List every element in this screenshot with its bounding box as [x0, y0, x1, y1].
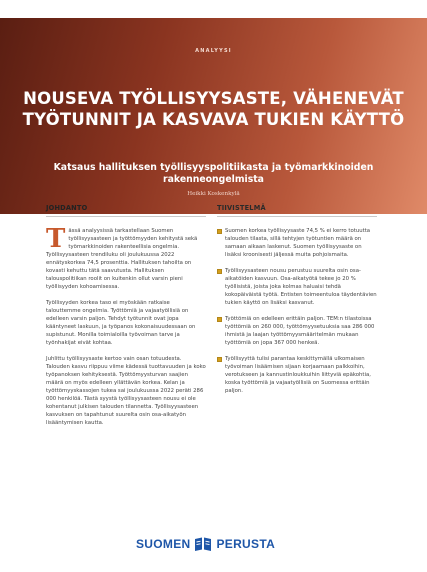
summary-item	[217, 227, 377, 259]
logo-word-left: SUOMEN	[136, 537, 191, 551]
summary-column	[217, 204, 377, 403]
bullet-square-icon	[217, 357, 222, 362]
summary-item-text: Työttömiä on edelleen erittäin paljon. TEM:n tilastoissa työttömiä on 260 000, työttömyysetuuksia saa 286 000 ihmistä ja laajan työttömyysmääritelmän mukaan työttömiä on jopa 367 000 henkeä.	[225, 316, 375, 346]
author-name: Heikki Koskenkylä	[187, 191, 240, 197]
bullet-square-icon	[217, 317, 222, 322]
intro-paragraph: Työllisyyden korkea taso ei myöskään ratkaise talouttemme ongelmia. Työttömiä ja vajaatyöllisiä on edelleen varsin paljon. Tehdyt työtunnit ovat jopa kääntyneet laskuun, ja työpanos kokonaisuudessaan on supistunut. Monilla toimialoilla työvoiman tarve ja työnhakijat eivät kohtaa.	[46, 300, 196, 346]
article-subtitle: Katsaus hallituksen työllisyyspolitiikasta ja työmarkkinoiden rakenneongelmista	[53, 162, 374, 185]
intro-heading: JOHDANTO	[46, 204, 206, 217]
summary-item	[217, 315, 377, 347]
intro-column	[46, 204, 206, 435]
publisher-logo	[136, 534, 296, 554]
bullet-square-icon	[217, 269, 222, 274]
article-title: NOUSEVA TYÖLLISYYSASTE, VÄHENEVÄT TYÖTUNNIT JA KASVAVA TUKIEN KÄYTTÖ	[22, 89, 405, 129]
drop-cap: T	[46, 224, 66, 254]
summary-item-text: Suomen korkea työllisyysaste 74,5 % ei kerro totuutta talouden tilasta, sillä tehtyjen työtuntien määrä on samaan aikaan laskenut. Suomen työllisyysaste on lisäksi kroonisesti jäljessä muita pohjoismaita.	[225, 228, 371, 258]
logo-word-right: PERUSTA	[216, 537, 276, 551]
intro-paragraph	[46, 224, 206, 291]
hero-banner	[0, 18, 427, 214]
book-flag-icon	[193, 536, 213, 552]
summary-item	[217, 355, 377, 395]
intro-paragraph-text: ässä analyysissä tarkastellaan Suomen työllisyysasteen ja työttömyyden kehitystä sekä työmarkkinoiden rakenteellisia ongelmia. Työllisyysasteen trendiluku oli joulukuussa 2022 ennätyskorkea 74,5 prosenttia. Hallituksen tahoilta on kovasti kehuttu tätä saavutusta. Hallituksen talouspolitiikan roolit on kuitenkin ollut varsin pieni työllisyyden kohoamisessa.	[46, 228, 198, 290]
intro-paragraph: Juhlittu työllisyysaste kertoo vain osan totuudesta. Talouden kasvu riippuu viime kädessä tuottavuuden ja koko työpanoksen kehityksestä. Työttömyysturvan saajien määrä on myös edelleen yllättävän korkea. Kelan ja työttömyyskassojen tukea sai joulukuussa 2022 peräti 286 000 henkilöä. Tästä syystä työllisyysasteen nousu ei ole kohentanut julkisen talouden tilannetta. Työllisyysasteen kasvuksen on tapahtunut suurelta osin osa-aikatyön lisääntymisen kautta.	[46, 356, 206, 426]
section-tag: ANALYYSI	[195, 48, 232, 54]
summary-item-text: Työllisyysasteen nousu perustuu suurelta osin osa-aikatöiden kasvuun. Osa-aikatyötä tekee jo 20 % työllisistä, joista joka kolmas haluaisi tehdä kokopäiväistä työtä. Entisten toimeentuloa täydentävien tukien käyttö on lisäksi kasvanut.	[225, 268, 377, 306]
summary-item-text: Työllisyyttä tulisi parantaa keskittymällä ulkomaisen työvoiman lisäämisen sijaan korjaamaan palkkoihin, verotukseen ja kannustinloukkuihin liittyviä epäkohtia, koska työttömiä ja vajaatyöllisiä on Suomessa erittäin paljon.	[225, 356, 371, 394]
summary-heading: TIIVISTELMÄ	[217, 204, 377, 217]
summary-item	[217, 267, 377, 307]
bullet-square-icon	[217, 229, 222, 234]
